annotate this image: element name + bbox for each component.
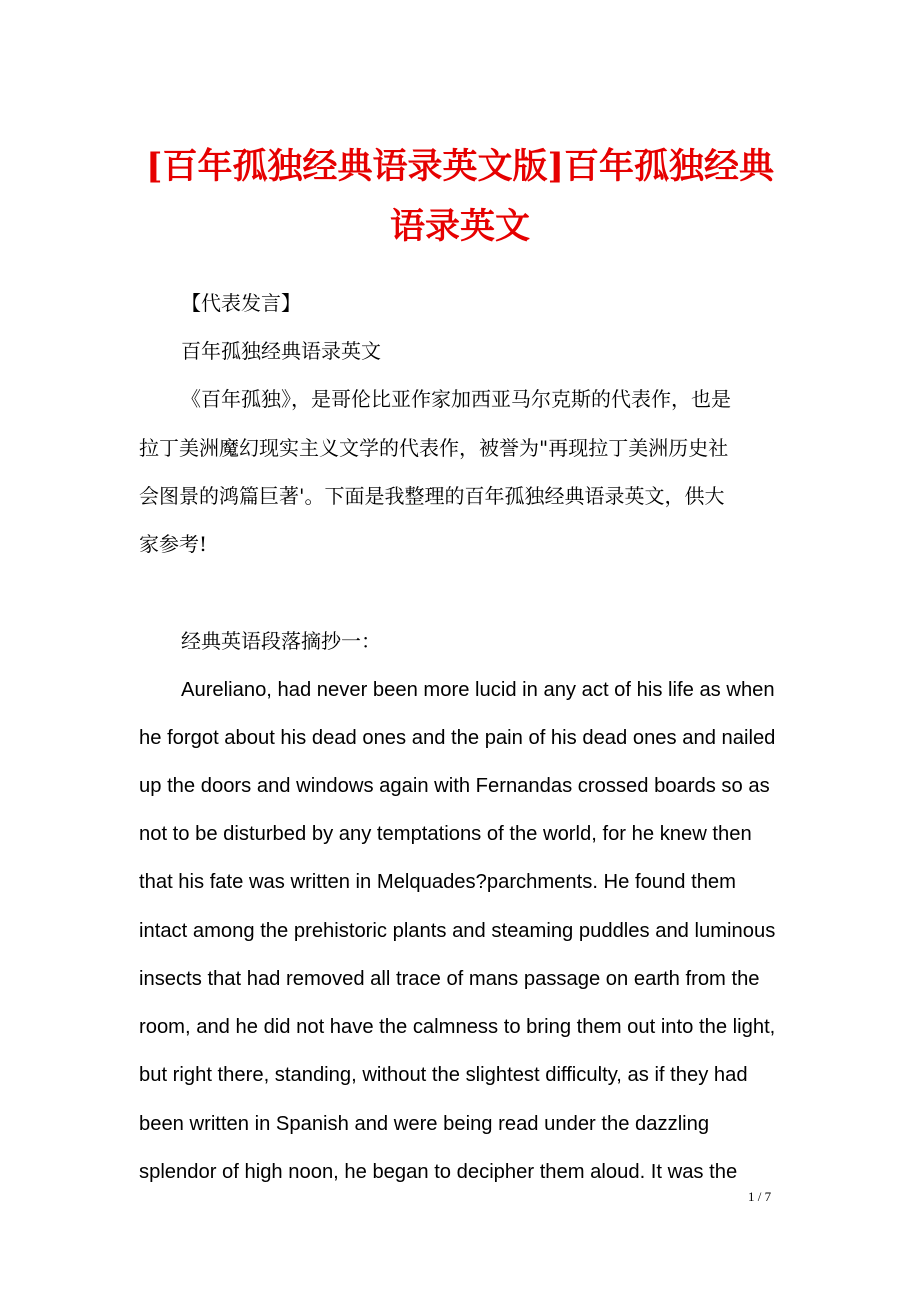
english-line: room, and he did not have the calmness to bring them out into the light, — [139, 1016, 776, 1038]
section-tag: 【代表发言】 — [181, 291, 301, 315]
document-title-line-1: [百年孤独经典语录英文版]百年孤独经典 — [145, 146, 775, 187]
english-line: not to be disturbed by any temptations of the world, for he knew then — [139, 823, 752, 845]
english-line: intact among the prehistoric plants and steaming puddles and luminous — [139, 920, 776, 942]
section-heading: 经典英语段落摘抄一： — [181, 629, 381, 653]
english-line: that his fate was written in Melquades?parchments. He found them — [139, 871, 736, 893]
document-title-line-2: 语录英文 — [389, 206, 530, 247]
intro-line: 《百年孤独》，是哥伦比亚作家加西亚马尔克斯的代表作，也是 — [181, 387, 731, 411]
intro-line: 会图景的鸿篇巨著'。下面是我整理的百年孤独经典语录英文，供大 — [139, 484, 725, 508]
intro-line: 拉丁美洲魔幻现实主义文学的代表作，被誉为"再现拉丁美洲历史社 — [139, 436, 729, 460]
english-line: insects that had removed all trace of mans passage on earth from the — [139, 968, 760, 990]
english-line: he forgot about his dead ones and the pain of his dead ones and nailed — [139, 727, 776, 749]
english-line: up the doors and windows again with Fernandas crossed boards so as — [139, 775, 770, 797]
english-line: but right there, standing, without the slightest difficulty, as if they had — [139, 1064, 748, 1086]
page-number: 1 / 7 — [748, 1189, 772, 1204]
english-line: been written in Spanish and were being read under the dazzling — [139, 1113, 710, 1135]
english-line: Aureliano, had never been more lucid in any act of his life as when — [181, 679, 775, 701]
english-line: splendor of high noon, he began to decipher them aloud. It was the — [139, 1161, 738, 1183]
subtitle: 百年孤独经典语录英文 — [181, 339, 381, 363]
intro-line: 家参考! — [139, 532, 208, 556]
